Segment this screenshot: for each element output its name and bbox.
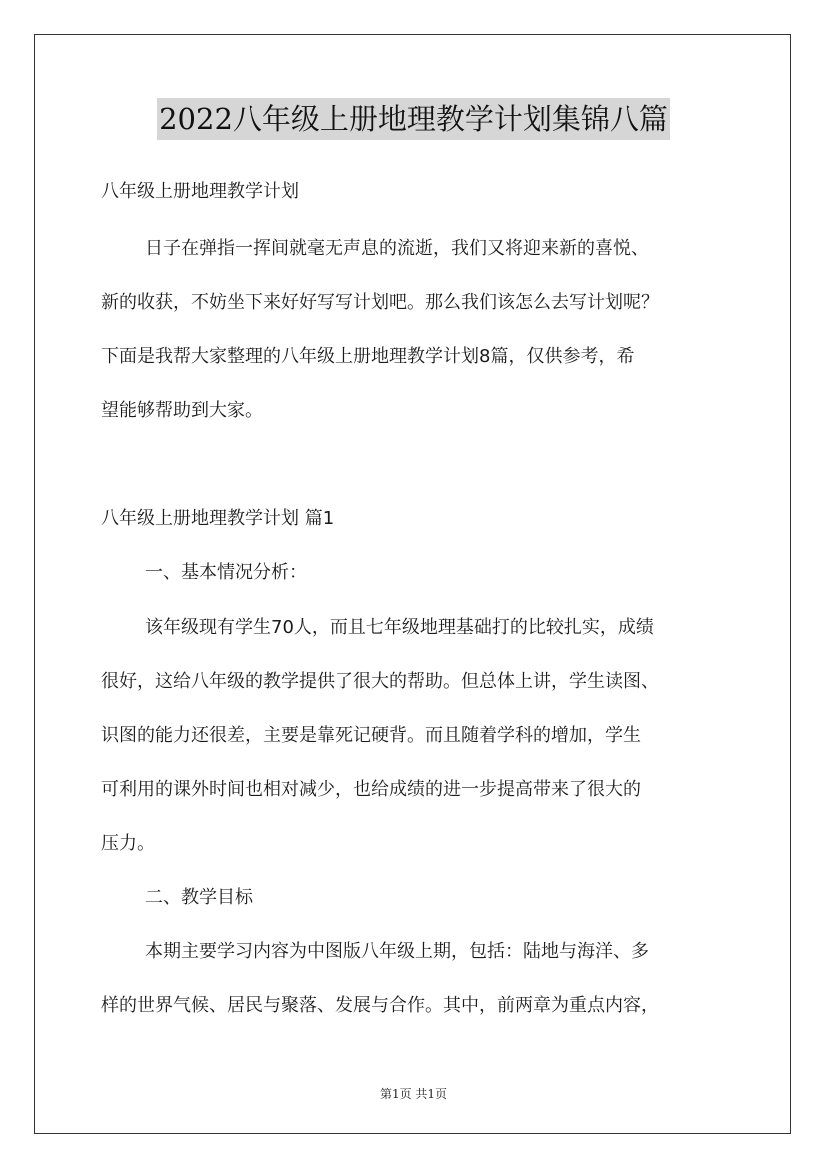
para1-line-3: 识图的能力还很差，主要是靠死记硬背。而且随着学科的增加，学生 bbox=[101, 725, 641, 746]
article-heading: 八年级上册地理教学计划 篇1 bbox=[101, 508, 335, 529]
title-container bbox=[0, 98, 827, 140]
para1-line-4: 可利用的课外时间也相对减少，也给成绩的进一步提高带来了很大的 bbox=[101, 779, 641, 800]
intro-line-4: 望能够帮助到大家。 bbox=[101, 400, 263, 421]
document-title: 2022八年级上册地理教学计划集锦八篇 bbox=[157, 98, 670, 140]
page-footer: 第1页 共1页 bbox=[379, 1087, 448, 1101]
para1-line-2: 很好，这给八年级的教学提供了很大的帮助。但总体上讲，学生读图、 bbox=[101, 671, 659, 692]
para1-line-1: 该年级现有学生70人，而且七年级地理基础打的比较扎实，成绩 bbox=[145, 617, 654, 638]
para2-line-2: 样的世界气候、居民与聚落、发展与合作。其中，前两章为重点内容， bbox=[101, 995, 659, 1016]
section-heading: 八年级上册地理教学计划 bbox=[101, 181, 299, 202]
para1-line-5: 压力。 bbox=[101, 833, 155, 854]
para2-line-1: 本期主要学习内容为中图版八年级上期，包括：陆地与海洋、多 bbox=[145, 941, 649, 962]
subheading-1: 一、基本情况分析： bbox=[145, 562, 307, 583]
intro-line-2: 新的收获，不妨坐下来好好写写计划吧。那么我们该怎么去写计划呢？ bbox=[101, 292, 659, 313]
intro-line-1: 日子在弹指一挥间就毫无声息的流逝，我们又将迎来新的喜悦、 bbox=[145, 238, 649, 259]
subheading-2: 二、教学目标 bbox=[145, 887, 253, 908]
intro-line-3: 下面是我帮大家整理的八年级上册地理教学计划8篇，仅供参考，希 bbox=[101, 346, 635, 367]
